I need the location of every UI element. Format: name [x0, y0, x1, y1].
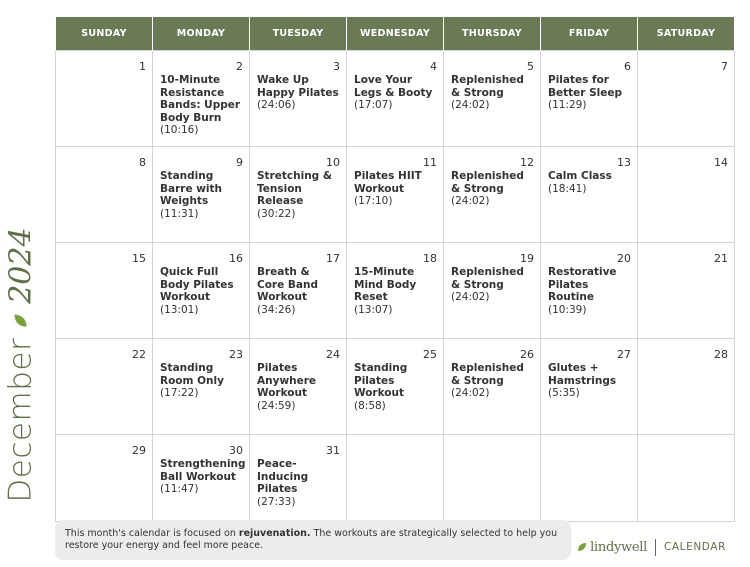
date-number: 10 [326, 156, 340, 169]
day-cell [638, 51, 735, 147]
date-number: 13 [617, 156, 631, 169]
day-cell [638, 435, 735, 522]
day-cell [541, 339, 638, 435]
day-cell [444, 243, 541, 339]
weekday-header: SUNDAY [56, 17, 153, 51]
date-number: 24 [326, 348, 340, 361]
date-number: 14 [714, 156, 728, 169]
day-cell [347, 435, 444, 522]
brand-divider [655, 539, 656, 556]
workout-entry [451, 170, 534, 208]
day-cell [153, 243, 250, 339]
date-number: 17 [326, 252, 340, 265]
workout-title: Peace-Inducing Pilates [257, 458, 309, 495]
workout-entry [354, 74, 437, 112]
weekday-header: TUESDAY [250, 17, 347, 51]
workout-duration: (13:01) [160, 303, 199, 316]
workout-duration: (11:29) [548, 99, 587, 111]
date-number: 15 [132, 252, 146, 265]
month-title: December [3, 337, 39, 503]
day-cell [56, 147, 153, 243]
leaf-icon [14, 314, 28, 328]
workout-duration: (24:02) [451, 291, 490, 303]
date-number: 16 [229, 252, 243, 265]
workout-duration: (8:58) [354, 399, 386, 412]
date-number: 28 [714, 348, 728, 361]
workout-entry [548, 74, 631, 112]
workout-duration: (17:07) [354, 99, 393, 111]
day-cell [347, 243, 444, 339]
workout-duration: (30:22) [257, 207, 296, 220]
date-number: 29 [132, 444, 146, 457]
workout-title: Replenished & Strong [451, 170, 524, 195]
date-number: 8 [139, 156, 146, 169]
date-number: 30 [229, 444, 243, 457]
day-cell [153, 51, 250, 147]
workout-entry [160, 170, 243, 220]
workout-entry [257, 170, 340, 220]
workout-duration: (13:07) [354, 303, 393, 316]
workout-title: Stretching & Tension Release [257, 170, 333, 207]
week-row [56, 435, 735, 522]
day-cell [250, 147, 347, 243]
workout-title: Replenished & Strong [451, 362, 524, 387]
weekday-header: THURSDAY [444, 17, 541, 51]
note-text-rest: The workouts are strategically selected to help you restore your energy and feel more peace. [65, 528, 558, 551]
day-cell [638, 243, 735, 339]
week-row [56, 339, 735, 435]
brand-footer [577, 537, 726, 557]
workout-entry [160, 266, 243, 316]
day-cell [347, 147, 444, 243]
weekday-header: MONDAY [153, 17, 250, 51]
day-cell [153, 339, 250, 435]
note-highlight: rejuvenation. [238, 528, 311, 539]
workout-title: Standing Room Only [160, 362, 224, 387]
date-number: 22 [132, 348, 146, 361]
day-cell [541, 51, 638, 147]
workout-title: Replenished & Strong [451, 74, 524, 99]
date-number: 23 [229, 348, 243, 361]
day-cell [250, 51, 347, 147]
leaf-icon [577, 542, 587, 552]
workout-title: Pilates Anywhere Workout [257, 362, 317, 399]
date-number: 6 [624, 60, 631, 73]
date-number: 7 [721, 60, 728, 73]
day-cell [250, 435, 347, 522]
workout-entry [548, 362, 631, 400]
workout-title: Standing Barre with Weights [160, 170, 223, 207]
day-cell [153, 435, 250, 522]
calendar-body [56, 51, 735, 522]
date-number: 26 [520, 348, 534, 361]
workout-duration: (24:02) [451, 99, 490, 111]
date-number: 31 [326, 444, 340, 457]
workout-entry [160, 74, 243, 137]
day-cell [444, 435, 541, 522]
date-number: 25 [423, 348, 437, 361]
day-cell [541, 435, 638, 522]
workout-duration: (24:59) [257, 399, 296, 412]
workout-entry [160, 362, 243, 400]
workout-title: Breath & Core Band Workout [257, 266, 318, 303]
day-cell [56, 243, 153, 339]
day-cell [444, 147, 541, 243]
workout-title: Strengthening Ball Workout [160, 458, 246, 483]
workout-title: 15-Minute Mind Body Reset [354, 266, 417, 303]
workout-entry [257, 362, 340, 412]
brand-section-label: CALENDAR [663, 541, 726, 553]
workout-entry [354, 170, 437, 208]
year-title: 2024 [3, 227, 39, 304]
day-cell [56, 51, 153, 147]
workout-entry [160, 458, 246, 496]
week-row [56, 51, 735, 147]
date-number: 9 [236, 156, 243, 169]
workout-entry [257, 74, 340, 112]
date-number: 4 [430, 60, 437, 73]
date-number: 19 [520, 252, 534, 265]
day-cell [56, 435, 153, 522]
workout-duration: (24:06) [257, 99, 296, 111]
workout-duration: (11:47) [160, 483, 199, 495]
weekday-header-row [56, 17, 735, 51]
workout-title: Love Your Legs & Booty [354, 74, 433, 99]
day-cell [541, 243, 638, 339]
week-row [56, 243, 735, 339]
workout-title: Wake Up Happy Pilates [257, 74, 339, 99]
workout-entry [451, 74, 534, 112]
workout-duration: (27:33) [257, 495, 296, 508]
workout-title: Replenished & Strong [451, 266, 524, 291]
workout-duration: (24:02) [451, 387, 490, 399]
date-number: 18 [423, 252, 437, 265]
date-number: 27 [617, 348, 631, 361]
workout-title: Calm Class [548, 170, 612, 182]
workout-title: 10-Minute Resistance Bands: Upper Body Burn [160, 74, 241, 124]
note-text: This month's calendar is focused on [65, 528, 239, 539]
weekday-header: WEDNESDAY [347, 17, 444, 51]
workout-duration: (34:26) [257, 303, 296, 316]
workout-title: Pilates HIIT Workout [354, 170, 422, 195]
month-note [55, 520, 571, 560]
day-cell [541, 147, 638, 243]
workout-entry [548, 170, 631, 195]
workout-entry [451, 362, 534, 400]
date-number: 1 [139, 60, 146, 73]
workout-duration: (17:22) [160, 387, 199, 399]
date-number: 21 [714, 252, 728, 265]
workout-entry [257, 458, 340, 508]
workout-entry [257, 266, 340, 316]
week-row [56, 147, 735, 243]
workout-duration: (11:31) [160, 207, 199, 220]
day-cell [638, 339, 735, 435]
date-number: 12 [520, 156, 534, 169]
workout-duration: (10:39) [548, 303, 587, 316]
date-number: 2 [236, 60, 243, 73]
day-cell [153, 147, 250, 243]
workout-title: Quick Full Body Pilates Workout [160, 266, 234, 303]
day-cell [250, 339, 347, 435]
day-cell [444, 339, 541, 435]
day-cell [347, 51, 444, 147]
weekday-header: SATURDAY [638, 17, 735, 51]
brand-logo: lindywell [590, 539, 647, 555]
workout-title: Standing Pilates Workout [354, 362, 408, 399]
workout-duration: (5:35) [548, 387, 580, 399]
workout-title: Glutes + Hamstrings [548, 362, 617, 387]
workout-entry [451, 266, 534, 304]
day-cell [444, 51, 541, 147]
workout-entry [354, 266, 437, 316]
workout-title: Pilates for Better Sleep [548, 74, 623, 99]
workout-duration: (24:02) [451, 195, 490, 207]
calendar-grid [55, 17, 735, 522]
day-cell [56, 339, 153, 435]
workout-duration: (18:41) [548, 182, 587, 195]
workout-title: Restorative Pilates Routine [548, 266, 617, 303]
workout-duration: (17:10) [354, 195, 393, 207]
workout-duration: (10:16) [160, 124, 199, 136]
day-cell [347, 339, 444, 435]
date-number: 3 [333, 60, 340, 73]
workout-entry [548, 266, 631, 316]
weekday-header: FRIDAY [541, 17, 638, 51]
date-number: 20 [617, 252, 631, 265]
date-number: 5 [527, 60, 534, 73]
day-cell [638, 147, 735, 243]
date-number: 11 [423, 156, 437, 169]
day-cell [250, 243, 347, 339]
calendar-title [3, 213, 39, 517]
workout-entry [354, 362, 437, 412]
